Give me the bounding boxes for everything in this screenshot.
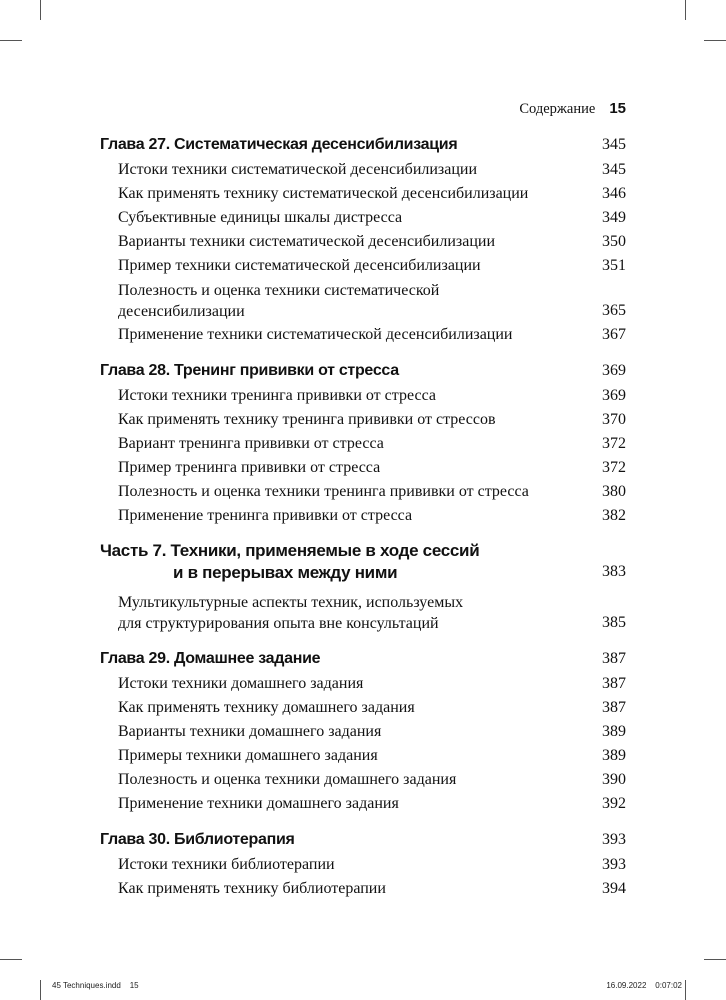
toc-chapter — [100, 647, 626, 816]
toc-entry[interactable] — [100, 182, 626, 206]
entry-page: 372 — [602, 435, 626, 452]
entry-title: Как применять технику тренинга прививки от стрессов — [118, 411, 496, 428]
entry-title-line1: Полезность и оценка техники систематической — [118, 282, 440, 299]
chapter-page: 393 — [602, 831, 626, 848]
entry-title: Полезность и оценка техники домашнего задания — [118, 771, 457, 788]
entry-title: Полезность и оценка техники тренинга прививки от стресса — [118, 483, 529, 500]
crop-mark — [40, 0, 41, 20]
chapter-title: Глава 27. Систематическая десенсибилизация — [100, 136, 458, 153]
entry-title: Пример тренинга прививки от стресса — [118, 459, 381, 476]
entry-title: Субъективные единицы шкалы дистресса — [118, 209, 403, 226]
entry-title: Как применять технику домашнего задания — [118, 699, 415, 716]
part-page: 383 — [602, 563, 626, 580]
toc-entry[interactable] — [100, 456, 626, 480]
entry-title: Истоки техники библиотерапии — [118, 856, 335, 873]
entry-page: 369 — [602, 387, 626, 404]
entry-title: Пример техники систематической десенсибилизации — [118, 257, 481, 274]
entry-title: Истоки техники систематической десенсибилизации — [118, 161, 478, 178]
toc-entry[interactable] — [100, 504, 626, 528]
entry-page: 389 — [602, 723, 626, 740]
toc-entry[interactable] — [100, 744, 626, 768]
entry-title: Применение техники систематической десенсибилизации — [118, 326, 513, 343]
entry-page: 392 — [602, 795, 626, 812]
entry-page: 346 — [602, 185, 626, 202]
slug-date: 16.09.2022 — [606, 981, 647, 990]
part-heading[interactable] — [100, 540, 626, 584]
toc-chapter — [100, 359, 626, 528]
entry-page: 382 — [602, 507, 626, 524]
crop-mark — [704, 40, 726, 41]
running-head — [100, 100, 626, 122]
crop-mark — [685, 0, 686, 20]
chapter-page: 387 — [602, 650, 626, 667]
running-head-title: Содержание — [519, 101, 596, 117]
toc-entry[interactable] — [100, 720, 626, 744]
crop-mark — [0, 959, 22, 960]
toc-entry[interactable] — [100, 877, 626, 901]
chapter-title: Глава 28. Тренинг прививки от стресса — [100, 362, 399, 379]
chapter-title: Глава 29. Домашнее задание — [100, 650, 321, 667]
entry-page: 351 — [602, 257, 626, 274]
part-title — [100, 540, 586, 584]
toc-entry[interactable] — [100, 432, 626, 456]
toc-entry[interactable] — [100, 592, 626, 635]
entry-title: Применение тренинга прививки от стресса — [118, 507, 413, 524]
chapter-heading[interactable] — [100, 359, 626, 383]
entry-title — [100, 592, 586, 635]
entry-title: Варианты техники систематической десенсибилизации — [118, 233, 495, 250]
entry-title-line2: для структурирования опыта вне консультаций — [118, 615, 439, 632]
table-of-contents — [100, 133, 626, 901]
entry-title: Примеры техники домашнего задания — [118, 747, 378, 764]
toc-entry[interactable] — [100, 206, 626, 230]
toc-entry[interactable] — [100, 672, 626, 696]
entry-title — [100, 280, 586, 323]
crop-mark — [0, 40, 22, 41]
toc-entry[interactable] — [100, 768, 626, 792]
part-title-line1: Часть 7. Техники, применяемые в ходе сессий — [100, 541, 480, 560]
entry-page: 365 — [602, 302, 626, 319]
entry-page: 372 — [602, 459, 626, 476]
slug-file: 45 Techniques.indd — [52, 981, 121, 990]
entry-page: 387 — [602, 699, 626, 716]
entry-page: 380 — [602, 483, 626, 500]
entry-title: Вариант тренинга прививки от стресса — [118, 435, 384, 452]
chapter-title: Глава 30. Библиотерапия — [100, 831, 295, 848]
part-title-line2: и в перерывах между ними — [173, 563, 398, 582]
toc-entry[interactable] — [100, 384, 626, 408]
chapter-page: 369 — [602, 362, 626, 379]
entry-page: 390 — [602, 771, 626, 788]
toc-entry[interactable] — [100, 323, 626, 347]
toc-chapter — [100, 133, 626, 347]
toc-entry[interactable] — [100, 230, 626, 254]
entry-page: 385 — [602, 614, 626, 631]
entry-page: 394 — [602, 880, 626, 897]
entry-title: Применение техники домашнего задания — [118, 795, 399, 812]
entry-page: 350 — [602, 233, 626, 250]
entry-page: 393 — [602, 856, 626, 873]
entry-title-line2: десенсибилизации — [118, 303, 245, 320]
toc-entry[interactable] — [100, 480, 626, 504]
toc-entry[interactable] — [100, 696, 626, 720]
entry-page: 370 — [602, 411, 626, 428]
entry-page: 345 — [602, 161, 626, 178]
chapter-heading[interactable] — [100, 133, 626, 157]
entry-title: Истоки техники домашнего задания — [118, 675, 364, 692]
toc-entry[interactable] — [100, 158, 626, 182]
toc-chapter — [100, 828, 626, 901]
slug-right — [606, 981, 682, 990]
crop-mark — [704, 959, 726, 960]
entry-title-line1: Мультикультурные аспекты техник, используемых — [118, 594, 464, 611]
entry-page: 389 — [602, 747, 626, 764]
page-number: 15 — [609, 100, 626, 117]
entry-title: Варианты техники домашнего задания — [118, 723, 382, 740]
toc-entry[interactable] — [100, 853, 626, 877]
slug-page: 15 — [129, 981, 139, 990]
toc-entry[interactable] — [100, 408, 626, 432]
toc-entry[interactable] — [100, 280, 626, 323]
entry-page: 367 — [602, 326, 626, 343]
entry-page: 349 — [602, 209, 626, 226]
toc-entry[interactable] — [100, 792, 626, 816]
chapter-heading[interactable] — [100, 647, 626, 671]
slug-time: 0:07:02 — [655, 981, 682, 990]
toc-part — [100, 540, 626, 635]
entry-title: Истоки техники тренинга прививки от стресса — [118, 387, 436, 404]
chapter-page: 345 — [602, 136, 626, 153]
crop-mark — [40, 980, 41, 1000]
entry-title: Как применять технику систематической десенсибилизации — [118, 185, 529, 202]
toc-entry[interactable] — [100, 254, 626, 278]
crop-mark — [685, 980, 686, 1000]
slug-left — [52, 981, 139, 990]
chapter-heading[interactable] — [100, 828, 626, 852]
print-slug — [52, 981, 682, 995]
entry-title: Как применять технику библиотерапии — [118, 880, 386, 897]
entry-page: 387 — [602, 675, 626, 692]
